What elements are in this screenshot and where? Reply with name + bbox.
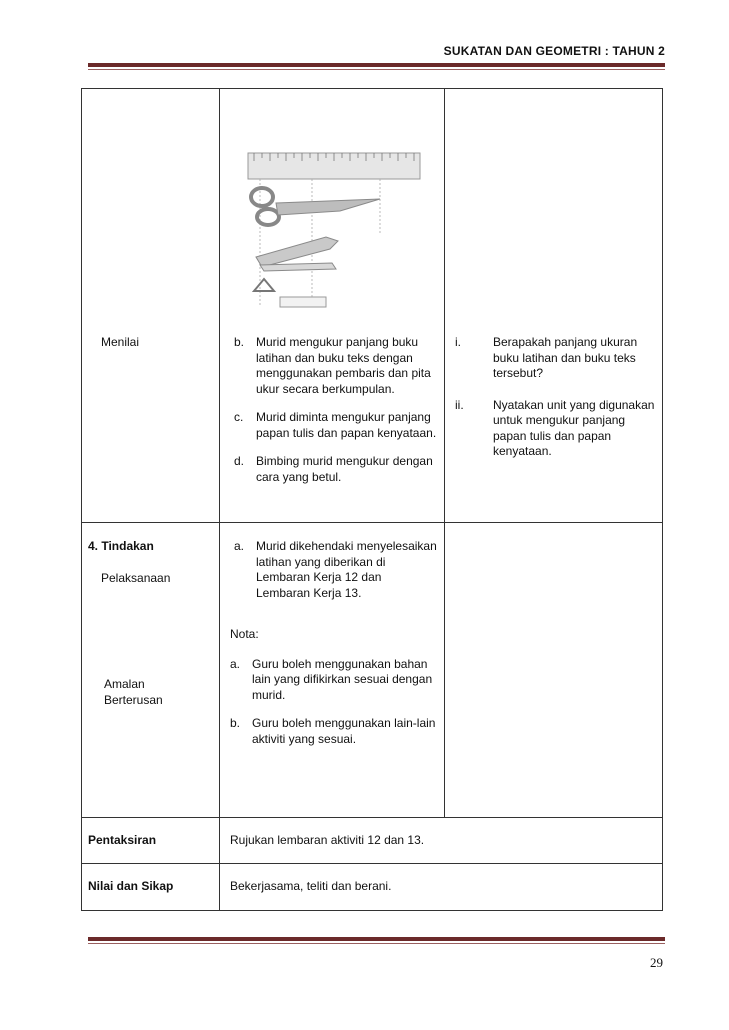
label-cell (82, 818, 220, 864)
sub-label-berterusan: Berterusan (104, 692, 163, 707)
stapler-base (260, 263, 336, 271)
activity-cell (220, 89, 445, 523)
question-item: i. Berapakah panjang ukuran buku latihan dan buku teks tersebut? (455, 335, 638, 380)
eraser-shape (280, 297, 326, 307)
list-item: a. Murid dikehendaki menyelesaikan latihan yang diberikan di Lembaran Kerja 12 dan Lembaran Kerja 13. (234, 539, 437, 600)
page-number: 29 (650, 955, 663, 970)
step-cell (82, 89, 220, 523)
sub-label-amalan: Amalan (104, 677, 145, 691)
question-item: ii. Nyatakan unit yang digunakan untuk mengukur panjang papan tulis dan papan kenyataan. (455, 397, 655, 458)
value-cell (220, 818, 663, 864)
value-nilai-sikap: Bekerjasama, teliti dan berani. (230, 879, 392, 894)
header-rule (88, 63, 665, 70)
clip-shape (254, 279, 274, 291)
ruler-scissors-stapler-illustration (240, 145, 430, 313)
note-item: b. Guru boleh menggunakan lain-lain aktiviti yang sesuai. (230, 716, 436, 746)
table-row-nilai (82, 864, 663, 911)
note-title: Nota: (230, 627, 259, 641)
activity-cell (220, 523, 445, 818)
list-item: d. Bimbing murid mengukur dengan cara yang betul. (234, 454, 433, 484)
footer-rule (88, 937, 665, 944)
label-nilai-sikap: Nilai dan Sikap (88, 879, 174, 894)
activity-list (220, 335, 444, 485)
step-cell (82, 523, 220, 818)
list-item: c. Murid diminta mengukur panjang papan tulis dan papan kenyataan. (234, 410, 437, 440)
list-item: b. Murid mengukur panjang buku latihan dan buku teks dengan menggunakan pembaris dan pita ukur secara berkumpulan. (234, 335, 431, 396)
table-row-menilai (82, 89, 663, 523)
question-cell (445, 89, 663, 523)
table-row-pentaksiran (82, 818, 663, 864)
table-row-tindakan (82, 523, 663, 818)
label-pentaksiran: Pentaksiran (88, 832, 157, 847)
note-item: a. Guru boleh menggunakan bahan lain yang difikirkan sesuai dengan murid. (230, 656, 433, 702)
empty-cell (445, 523, 663, 818)
label-cell (82, 864, 220, 911)
scissors-shape (251, 188, 279, 225)
page-header-title: SUKATAN DAN GEOMETRI : TAHUN 2 (443, 44, 665, 58)
lesson-plan-table (81, 88, 663, 911)
stapler-shape (256, 237, 338, 267)
sub-label-pelaksanaan: Pelaksanaan (101, 570, 171, 585)
step-label-tindakan: 4. Tindakan (88, 539, 154, 553)
scissors-blade (276, 199, 380, 215)
value-cell (220, 864, 663, 911)
value-pentaksiran: Rujukan lembaran aktiviti 12 dan 13. (230, 832, 425, 847)
step-label-menilai: Menilai (101, 335, 140, 349)
